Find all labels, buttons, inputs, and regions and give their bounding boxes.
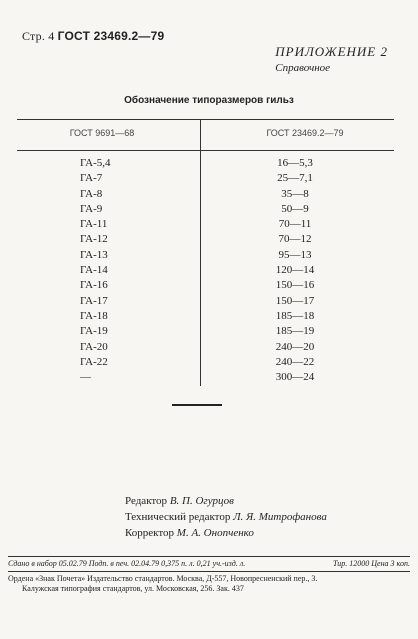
publisher-line: Ордена «Знак Почета» Издательство стандартов. Москва, Д-557, Новопресненский пер., 3. [8, 574, 318, 583]
cell-old-designation: ГА-12 [80, 233, 108, 246]
cell-old-designation: ГА-7 [80, 172, 103, 185]
cell-new-designation: 185—18 [275, 309, 315, 322]
cell-old-designation: ГА-22 [80, 355, 108, 368]
cell-old-designation: ГА-14 [80, 264, 108, 277]
cell-new-designation: 70—12 [278, 233, 312, 246]
cell-old-designation: — [80, 371, 91, 384]
table-row [0, 203, 418, 218]
table-row [0, 325, 418, 340]
end-of-content-rule [172, 404, 222, 406]
cell-old-designation: ГА-20 [80, 340, 108, 353]
cell-old-designation: ГА-11 [80, 218, 108, 231]
publisher-info [8, 574, 410, 594]
table-row [0, 218, 418, 233]
cell-old-designation: ГА-8 [80, 187, 103, 200]
cell-old-designation: ГА-17 [80, 294, 108, 307]
credit-name: Л. Я. Митрофанова [233, 511, 327, 523]
credit-name: М. А. Онопченко [176, 527, 254, 539]
credit-name: В. П. Огурцов [169, 495, 234, 507]
table-body [0, 157, 418, 386]
table-row [0, 371, 418, 386]
cell-new-designation: 35—8 [281, 187, 309, 200]
cell-new-designation: 150—16 [275, 279, 315, 292]
credits-block [125, 493, 327, 541]
cell-old-designation: ГА-9 [80, 202, 103, 215]
cell-new-designation: 185—19 [275, 325, 315, 338]
footer-middle-rule [8, 571, 410, 572]
table-row [0, 157, 418, 172]
table-top-rule [17, 119, 394, 120]
cell-new-designation: 25—7,1 [277, 172, 313, 185]
table-row [0, 249, 418, 264]
cell-new-designation: 95—13 [278, 248, 312, 261]
table-row [0, 341, 418, 356]
cell-old-designation: ГА-16 [80, 279, 108, 292]
credit-role: Технический редактор [125, 511, 231, 523]
cell-old-designation: ГА-13 [80, 248, 108, 261]
credit-role: Корректор [125, 527, 175, 539]
cell-old-designation: ГА-19 [80, 325, 108, 338]
standard-number: ГОСТ 23469.2—79 [57, 29, 165, 43]
table-row [0, 279, 418, 294]
table-title: Обозначение типоразмеров гильз [124, 95, 294, 106]
table-header-rule [17, 150, 394, 151]
appendix-subtitle: Справочное [275, 62, 331, 74]
cell-new-designation: 300—24 [275, 371, 315, 384]
credit-line [125, 525, 327, 541]
printer-line: Калужская типография стандартов, ул. Московская, 256. Зак. 437 [22, 584, 244, 593]
credit-role: Редактор [125, 495, 168, 507]
appendix-title: ПРИЛОЖЕНИЕ 2 [275, 44, 388, 59]
cell-new-designation: 120—14 [275, 264, 315, 277]
print-run: Тир. 12000 Цена 3 коп. [333, 559, 410, 568]
page-number: Стр. 4 [22, 29, 55, 43]
footer-top-rule [8, 556, 410, 557]
cell-new-designation: 16—5,3 [277, 157, 313, 169]
table-row [0, 264, 418, 279]
cell-new-designation: 50—9 [281, 202, 309, 215]
table-row [0, 310, 418, 325]
table-row [0, 233, 418, 248]
table-row [0, 172, 418, 187]
table-row [0, 356, 418, 371]
page-header [22, 29, 164, 44]
cell-new-designation: 240—22 [275, 355, 315, 368]
credit-line [125, 509, 327, 525]
cell-new-designation: 240—20 [275, 340, 315, 353]
print-dates: Сдано в набор 05.02.79 Подп. в печ. 02.04.79 0,375 п. л. 0,21 уч.-изд. л. [8, 559, 246, 568]
appendix-heading [275, 44, 388, 74]
column-header-gost-9691: ГОСТ 9691—68 [69, 128, 135, 138]
cell-old-designation: ГА-18 [80, 309, 108, 322]
print-info-line [8, 559, 410, 568]
cell-new-designation: 150—17 [275, 294, 315, 307]
cell-old-designation: ГА-5,4 [80, 157, 111, 169]
table-row [0, 188, 418, 203]
credit-line [125, 493, 327, 509]
table-row [0, 295, 418, 310]
column-header-gost-23469: ГОСТ 23469.2—79 [266, 128, 344, 138]
cell-new-designation: 70—11 [278, 218, 312, 231]
